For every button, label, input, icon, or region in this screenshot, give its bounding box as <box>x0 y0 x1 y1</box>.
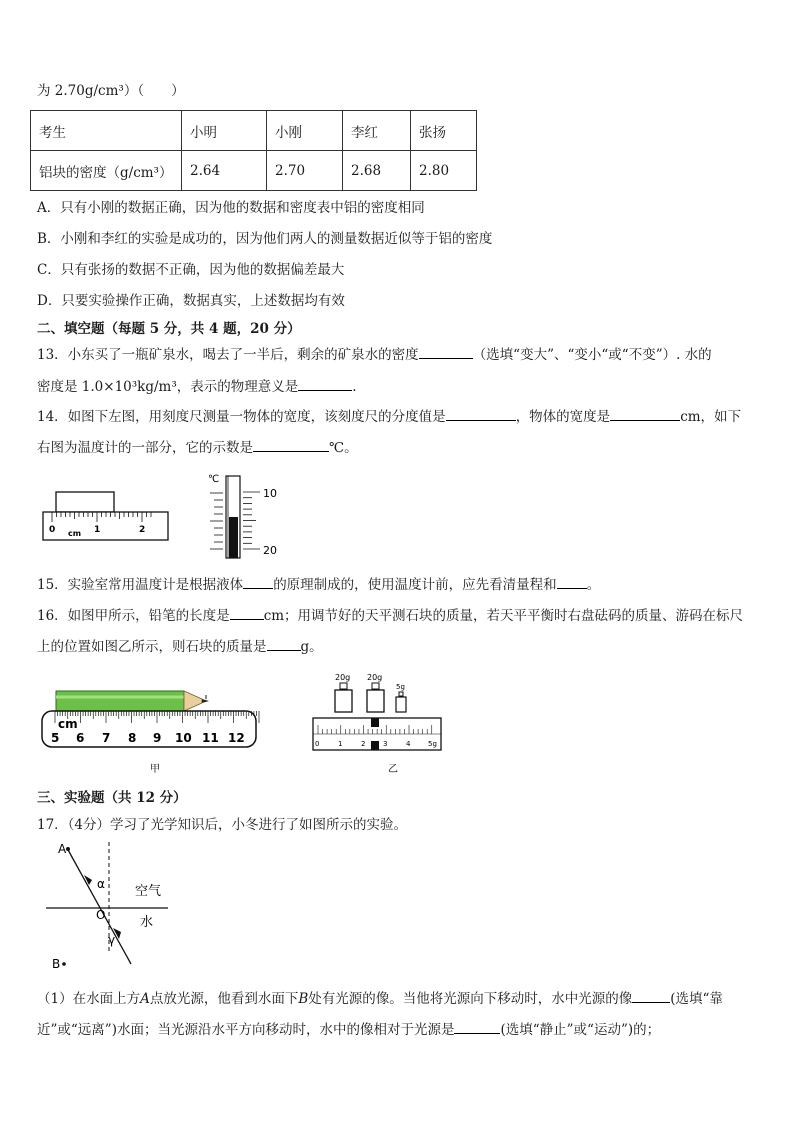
q16-line1 <box>37 605 743 626</box>
label-air: 空气 <box>135 884 162 899</box>
table-row <box>31 111 477 151</box>
beam-label: 2 <box>361 740 366 748</box>
q15-text-1: 15．实验室常用温度计是根据液体 <box>37 577 244 593</box>
q17-sub1-text-3: 处有光源的像。当他将光源向下移动时，水中光源的像 <box>308 991 633 1007</box>
ruler-label: 1 <box>94 525 101 535</box>
ruler-label: 9 <box>153 731 162 745</box>
label-o: O <box>96 908 106 922</box>
fig17-diagram <box>40 838 200 973</box>
q13-text-3: 密度是 1.0×10³kg/m³，表示的物理意义是 <box>37 379 299 395</box>
q13-line2 <box>37 376 357 397</box>
q17-sub1-text-5: 近”或“远离”)水面；当光源沿水平方向移动时，水中的像相对于光源是 <box>37 1022 455 1038</box>
q14-text-2: ，物体的宽度是 <box>515 409 611 425</box>
section3-title: 三、实验题（共 12 分） <box>37 790 187 806</box>
q16-text-1: 16．如图甲所示，铅笔的长度是 <box>37 608 230 624</box>
section2-title: 二、填空题（每题 5 分，共 4 题，20 分） <box>37 321 301 337</box>
label-gamma: γ <box>108 933 116 947</box>
q14-blank-3[interactable] <box>253 437 329 452</box>
thermometer-label: 10 <box>263 487 277 500</box>
weight-20g-knob <box>372 683 379 689</box>
q14-blank-1[interactable] <box>446 406 516 421</box>
pencil-body <box>56 691 184 711</box>
fig14-diagram <box>38 470 288 560</box>
ruler-label: 2 <box>139 525 146 535</box>
point-b-dot <box>62 962 66 966</box>
q14-text-1: 14．如图下左图，用刻度尺测量一物体的宽度，该刻度尺的分度值是 <box>37 409 446 425</box>
q16-text-4: g。 <box>300 639 323 655</box>
thermometer-label: 20 <box>263 544 277 557</box>
measured-block <box>56 492 114 512</box>
q14-text-3: cm，如下 <box>680 409 742 425</box>
beam-label: 0 <box>315 740 320 748</box>
thermometer-unit: ℃ <box>208 474 220 485</box>
ruler-label: 0 <box>49 525 56 535</box>
ruler-unit: cm <box>68 529 82 538</box>
q15-line <box>37 574 600 595</box>
ruler-label: 7 <box>102 731 111 745</box>
pencil-tip-wood <box>184 691 202 711</box>
ruler-unit: cm <box>58 717 78 731</box>
q17-point-a: A <box>140 991 150 1007</box>
table-header-cell: 李红 <box>343 111 411 151</box>
q13-blank-1[interactable] <box>419 344 473 359</box>
beam-label: 5g <box>428 740 437 748</box>
label-b: B <box>52 957 61 971</box>
q16-blank-2[interactable] <box>267 636 301 651</box>
q15-blank-1[interactable] <box>243 574 273 589</box>
q13-text-4: . <box>352 379 357 395</box>
ruler-label: 10 <box>175 731 192 745</box>
thermometer-liquid <box>229 517 238 558</box>
q17-sub1-text-1: （1）在水面上方 <box>37 991 141 1007</box>
label-water: 水 <box>140 915 154 930</box>
point-a-dot <box>66 847 70 851</box>
q17-sub1-text-2: 点放光源，他看到水面下 <box>149 991 299 1007</box>
table-cell: 2.68 <box>343 151 411 191</box>
rider-bottom <box>371 741 379 750</box>
ruler-label: 11 <box>202 731 219 745</box>
q14-line2 <box>37 437 358 458</box>
weight-label: 20g <box>335 673 351 682</box>
table-cell: 2.70 <box>267 151 343 191</box>
table-header-cell: 小刚 <box>267 111 343 151</box>
q17-text: 17．（4分）学习了光学知识后，小冬进行了如图所示的实验。 <box>37 817 408 833</box>
table-header-cell: 张扬 <box>411 111 477 151</box>
ruler-label: 12 <box>228 731 245 745</box>
q15-text-3: 。 <box>586 577 601 593</box>
q17-blank-1[interactable] <box>632 988 670 1003</box>
weight-20g-knob <box>340 683 347 689</box>
table-cell: 2.80 <box>411 151 477 191</box>
q14-line1 <box>37 406 741 427</box>
label-a: A <box>58 842 67 856</box>
q14-blank-2[interactable] <box>610 406 680 421</box>
q14-text-4: 右图为温度计的一部分，它的示数是 <box>37 440 253 456</box>
q12-intro-tail: 为 2.70g/cm³）（ ） <box>37 83 185 99</box>
q17-blank-2[interactable] <box>454 1019 500 1034</box>
ruler-label: 6 <box>76 731 85 745</box>
table-cell: 2.64 <box>182 151 267 191</box>
caption-yi: 乙 <box>388 764 398 775</box>
q13-line1 <box>37 344 712 365</box>
weight-5g-knob <box>399 692 403 696</box>
q17-sub1-line2 <box>37 1019 660 1040</box>
ruler-body <box>43 512 168 540</box>
ruler-label: 5 <box>51 731 60 745</box>
q12-option-b: B．小刚和李红的实验是成功的，因为他们两人的测量数据近似等于铝的密度 <box>37 231 493 247</box>
q14-text-5: ℃。 <box>329 440 358 456</box>
weight-20g-body <box>335 690 352 712</box>
caption-jia: 甲 <box>150 764 160 775</box>
q16-line2 <box>37 636 323 657</box>
beam-label: 3 <box>383 740 388 748</box>
q13-blank-2[interactable] <box>298 376 352 391</box>
q16-blank-1[interactable] <box>230 605 264 620</box>
weight-label: 20g <box>367 673 383 682</box>
q15-blank-2[interactable] <box>557 574 587 589</box>
density-table <box>30 110 477 191</box>
q16-text-3: 上的位置如图乙所示，则石块的质量是 <box>37 639 267 655</box>
label-alpha: α <box>97 877 105 891</box>
q13-text-2: （选填“变大”、“变小“或“不变”）. 水的 <box>472 347 712 363</box>
q16-text-2: cm；用调节好的天平测石块的质量，若天平平衡时右盘砝码的质量、游码在标尺 <box>263 608 744 624</box>
q17-sub1-text-6: (选填“静止”或“运动”)的； <box>500 1022 661 1038</box>
weight-5g-body <box>396 697 406 712</box>
q12-option-d: D．只要实验操作正确，数据真实，上述数据均有效 <box>37 293 345 309</box>
thermometer-scale-right <box>243 492 260 549</box>
weight-label: 5g <box>396 683 405 691</box>
pencil-tip-lead <box>202 699 209 703</box>
fig16-diagram <box>38 665 458 780</box>
q15-text-2: 的原理制成的，使用温度计前，应先看清量程和 <box>273 577 557 593</box>
q12-option-a: A．只有小刚的数据正确，因为他的数据和密度表中铝的密度相同 <box>37 200 425 216</box>
rider-top <box>371 718 379 727</box>
q13-text-1: 13．小东买了一瓶矿泉水，喝去了一半后，剩余的矿泉水的密度 <box>37 347 419 363</box>
q12-option-c: C．只有张扬的数据不正确，因为他的数据偏差最大 <box>37 262 345 278</box>
ruler-label: 8 <box>128 731 137 745</box>
table-header-cell: 考生 <box>31 111 182 151</box>
q17-sub1-line1 <box>37 988 723 1009</box>
q17-point-b: B <box>298 991 309 1007</box>
beam-label: 4 <box>406 740 411 748</box>
table-row <box>31 151 477 191</box>
beam-label: 1 <box>338 740 343 748</box>
table-row-label: 铝块的密度（g/cm³） <box>31 151 182 191</box>
table-header-cell: 小明 <box>182 111 267 151</box>
q17-sub1-text-4: (选填“靠 <box>670 991 723 1007</box>
light-ray <box>67 848 131 964</box>
weight-20g-body <box>367 690 384 712</box>
thermometer-scale-left <box>210 493 223 549</box>
